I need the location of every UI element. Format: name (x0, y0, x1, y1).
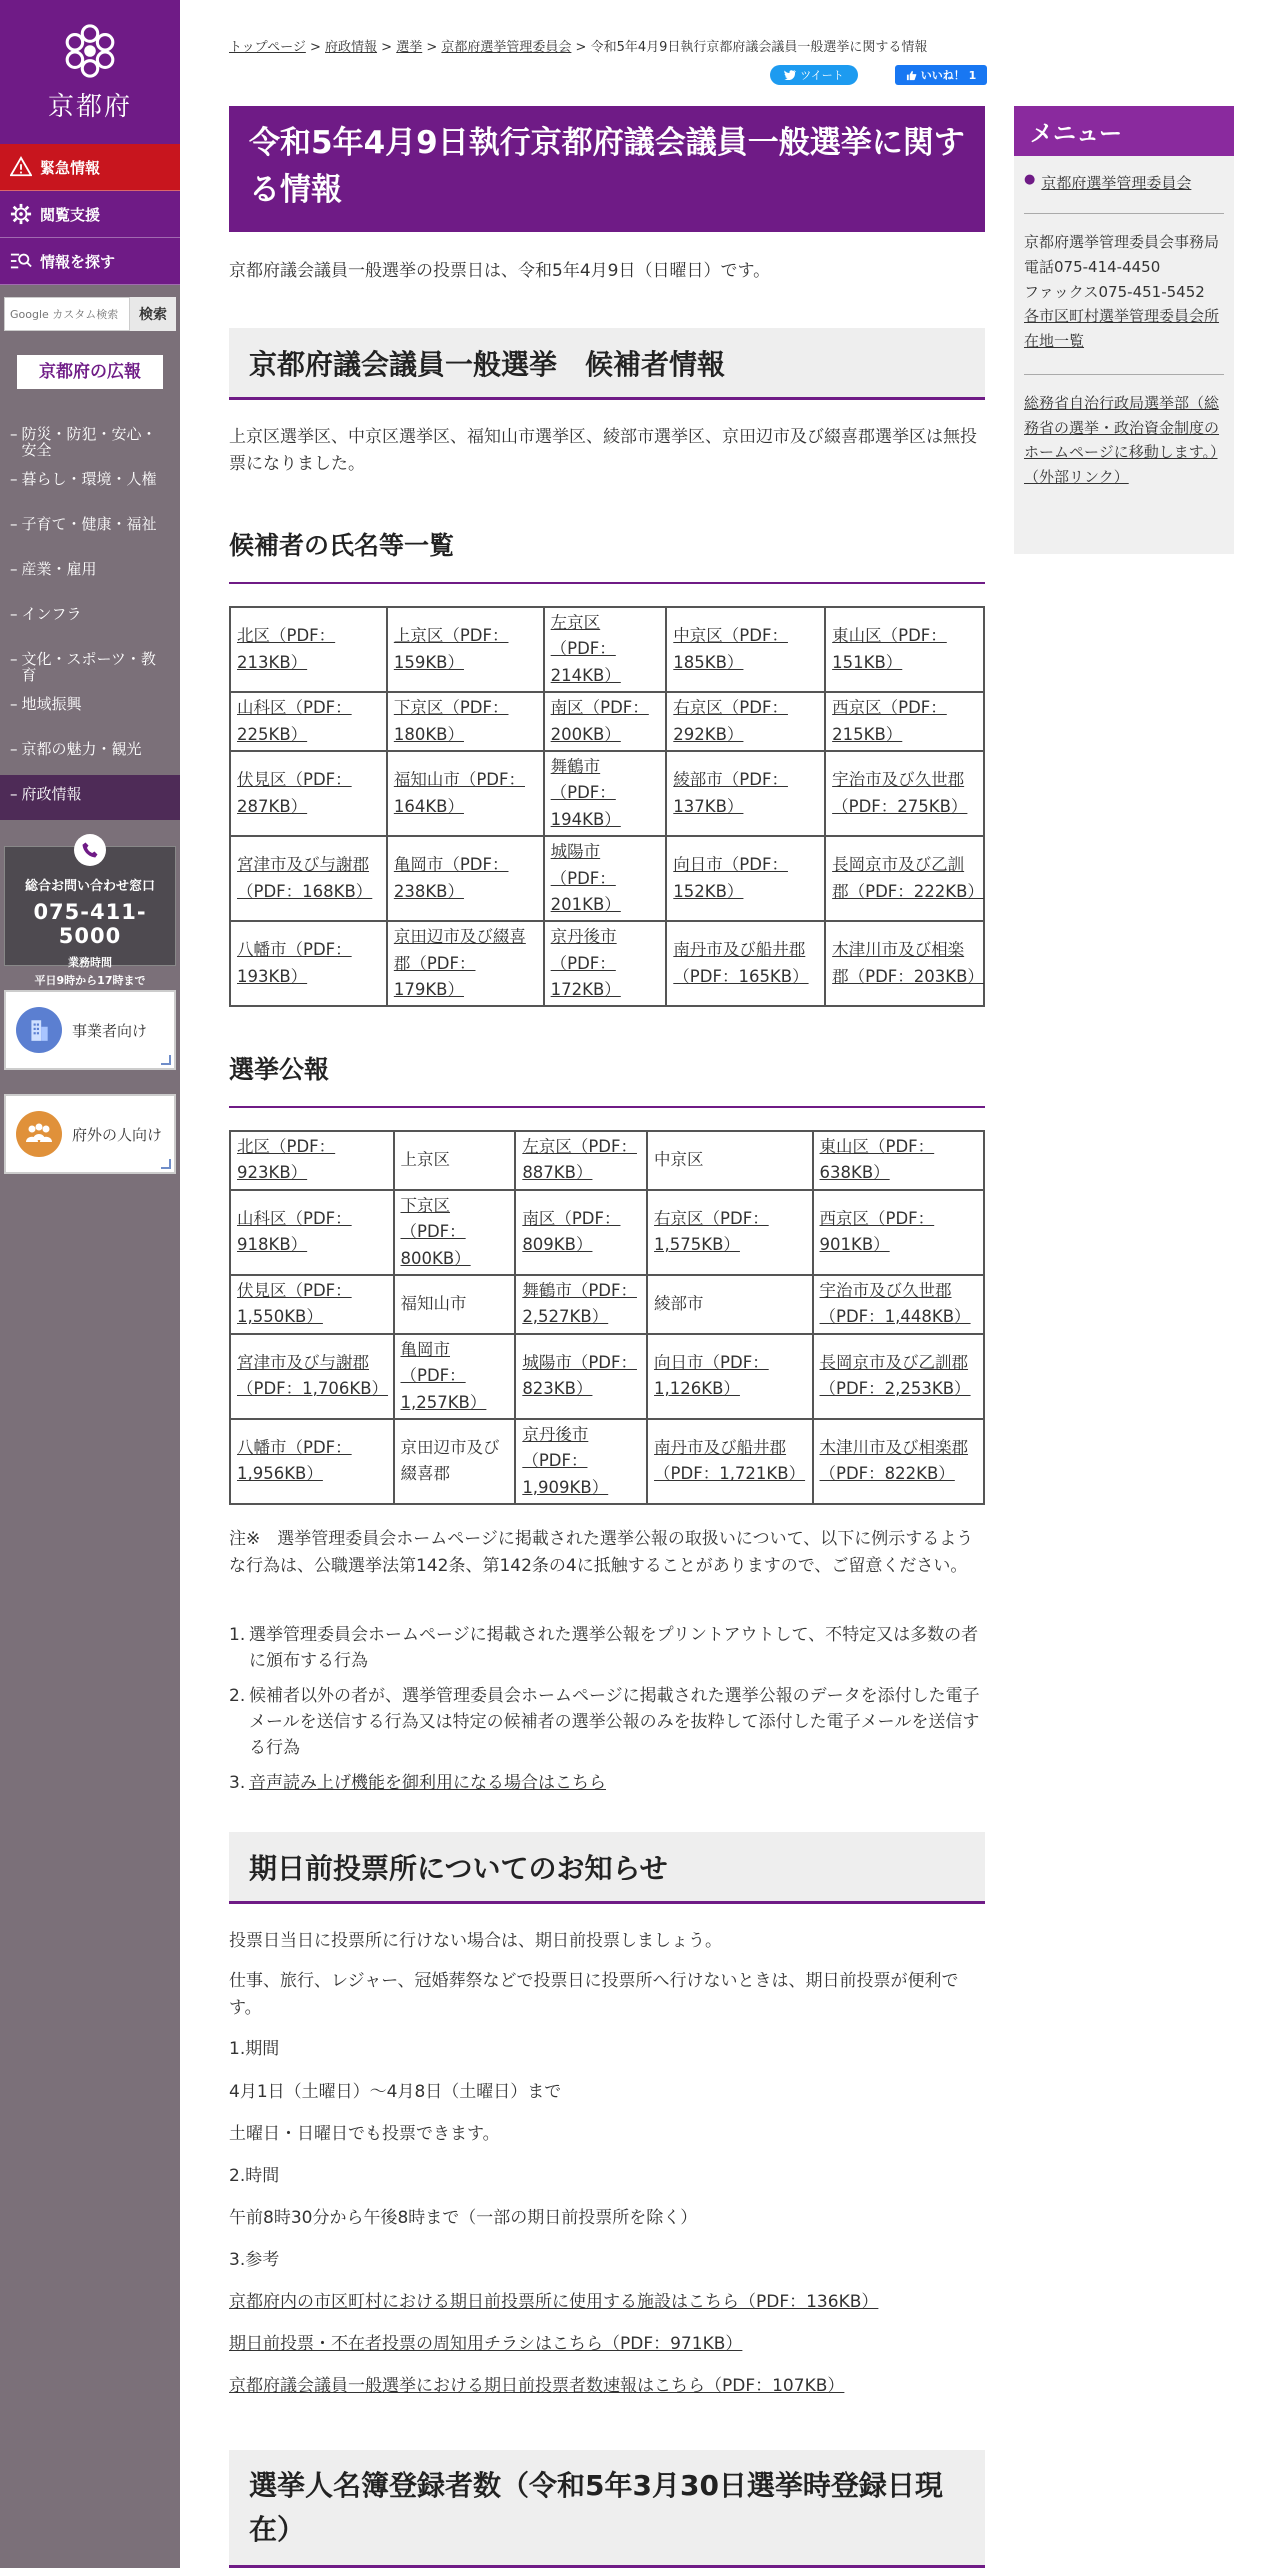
candidate-pdf-link[interactable]: 南区（PDF：200KB） (550, 698, 649, 744)
early-p1: 投票日当日に投票所に行けない場合は、期日前投票しましょう。 (229, 1931, 722, 1951)
nav-item-label: 地域振興 (21, 695, 82, 713)
bulletin-no-vote-cell: 上京区 (400, 1150, 450, 1170)
bulletin-table (229, 1130, 985, 1505)
bulletin-pdf-link[interactable]: 八幡市（PDF：1,956KB） (237, 1438, 352, 1484)
office-tel: 電話075-414-4450 (1024, 257, 1161, 276)
gear-icon (10, 203, 32, 225)
facebook-like-button[interactable] (895, 65, 987, 85)
share-buttons (770, 65, 1000, 85)
search-button[interactable]: 検索 (130, 297, 176, 331)
warning-icon (10, 156, 32, 178)
bulletin-pdf-link[interactable]: 南区（PDF：809KB） (522, 1208, 621, 1255)
note-text: 候補者以外の者が、選挙管理委員会ホームページに掲載された選挙公報のデータを添付した電子メールを送信する行為又は特定の候補者の選挙公報のみを抜粋して添付した電子メールを送信する行為 (249, 1685, 980, 1759)
bulletin-pdf-link[interactable]: 左京区（PDF：887KB） (522, 1137, 637, 1183)
phone-icon (74, 834, 106, 866)
contact-title: 総合お問い合わせ窓口 (24, 879, 155, 894)
list-item: 1. 選挙管理委員会ホームページに掲載された選挙公報をプリントアウトして、不特定又は多数の者に頒布する行為 (229, 1622, 985, 1675)
note-text: 選挙管理委員会ホームページに掲載された選挙公報をプリントアウトして、不特定又は多数の者に頒布する行為 (249, 1625, 979, 1672)
bulletin-pdf-link[interactable]: 長岡京市及び乙訓郡（PDF：2,253KB） (819, 1352, 971, 1399)
nav-item-label: 暮らし・環境・人権 (21, 470, 157, 488)
candidate-pdf-link[interactable]: 長岡京市及び乙訓郡（PDF：222KB） (832, 855, 984, 901)
table-row (230, 692, 984, 751)
bulletin-pdf-link[interactable]: 東山区（PDF：638KB） (819, 1137, 935, 1183)
bulletin-pdf-link[interactable]: 宮津市及び与謝郡（PDF：1,706KB） (237, 1352, 389, 1399)
left-sidebar (0, 0, 180, 2568)
candidate-pdf-link[interactable]: 城陽市（PDF：201KB） (550, 842, 621, 914)
nav-item-label: 防災・防犯・安心・安全 (21, 425, 157, 459)
candidate-list-heading: 候補者の氏名等一覧 (229, 526, 985, 584)
screen-reader-link[interactable]: 音声読み上げ機能を御利用になる場合はこちら (249, 1772, 606, 1793)
candidate-pdf-link[interactable]: 北区（PDF：213KB） (237, 626, 336, 672)
bulletin-no-vote-cell: 中京区 (654, 1150, 704, 1170)
bird-icon (784, 70, 796, 80)
table-row (230, 751, 984, 836)
candidate-table (229, 606, 985, 1007)
bulletin-no-vote-cell: 福知山市 (400, 1294, 467, 1314)
tweet-button[interactable] (770, 65, 858, 85)
candidate-pdf-link[interactable]: 京丹後市（PDF：172KB） (550, 927, 621, 1000)
page-title: 令和5年4月9日執行京都府議会議員一般選挙に関する情報 (229, 106, 985, 232)
candidate-pdf-link[interactable]: 中京区（PDF：185KB） (673, 626, 788, 672)
kyoto-emblem-icon (61, 22, 119, 80)
municipal-committees-link[interactable]: 各市区町村選挙管理委員会所在地一覧 (1024, 307, 1220, 350)
candidate-pdf-link[interactable]: 八幡市（PDF：193KB） (237, 940, 352, 986)
candidate-pdf-link[interactable]: 東山区（PDF：151KB） (832, 626, 947, 672)
nav-item[interactable]: – 防災・防犯・安心・安全 (0, 415, 180, 460)
facilities-pdf-link[interactable]: 京都府内の市区町村における期日前投票所に使用する施設はこちら（PDF：136KB） (229, 2292, 879, 2312)
period-label: 1.期間 (229, 2039, 280, 2059)
bulletin-pdf-link[interactable]: 北区（PDF：923KB） (237, 1137, 336, 1183)
site-logo[interactable] (0, 0, 180, 144)
nav-item-label: インフラ (21, 605, 82, 623)
candidate-pdf-link[interactable]: 木津川市及び相楽郡（PDF：203KB） (832, 940, 984, 986)
table-row (230, 1190, 984, 1275)
nav-item[interactable]: – 府政情報 (0, 775, 180, 820)
election-committee-link[interactable]: 京都府選挙管理委員会 (1041, 174, 1192, 192)
weekend-text: 土曜日・日曜日でも投票できます。 (229, 2124, 500, 2144)
outside-label: 府外の人向け (72, 1125, 163, 1144)
breadcrumb-link[interactable]: 選挙 (396, 40, 423, 55)
bulletin-pdf-link[interactable]: 下京区（PDF：800KB） (400, 1195, 471, 1268)
early-voting-heading: 期日前投票所についてのお知らせ (229, 1832, 985, 1904)
bulletin-pdf-link[interactable]: 伏見区（PDF：1,550KB） (237, 1280, 352, 1327)
office-info (1014, 214, 1234, 354)
outside-link[interactable] (4, 1094, 176, 1174)
emergency-info-button[interactable] (0, 144, 180, 191)
contact-box[interactable] (4, 846, 176, 987)
business-label: 事業者向け (72, 1021, 148, 1040)
nav-item[interactable]: – 文化・スポーツ・教育 (0, 640, 180, 685)
site-name: 京都府 (47, 91, 132, 122)
table-row (230, 607, 984, 692)
candidate-pdf-link[interactable]: 福知山市（PDF：164KB） (393, 770, 525, 816)
candidate-pdf-link[interactable]: 亀岡市（PDF：238KB） (393, 855, 509, 901)
registry-heading: 選挙人名簿登録者数（令和5年3月30日選挙時登録日現在） (229, 2450, 985, 2568)
building-icon (16, 1007, 62, 1053)
nav-item[interactable]: – 暮らし・環境・人権 (10, 470, 157, 488)
nav-item[interactable]: – 地域振興 (10, 695, 82, 713)
bulletin-no-vote-cell: 綾部市 (654, 1294, 704, 1314)
bulletin-pdf-link[interactable]: 右京区（PDF：1,575KB） (654, 1208, 769, 1255)
nav-item[interactable]: – 子育て・健康・福祉 (10, 515, 157, 533)
bulletin-pdf-link[interactable]: 西京区（PDF：901KB） (819, 1208, 935, 1255)
table-row (230, 836, 984, 921)
contact-hours: 平日9時から17時まで (34, 974, 146, 987)
list-item: 3. 音声読み上げ機能を御利用になる場合はこちら (229, 1770, 985, 1796)
find-info-label: 情報を探す (40, 252, 116, 271)
bulletin-pdf-link[interactable]: 亀岡市（PDF：1,257KB） (400, 1339, 487, 1412)
contact-phone: 075-411-5000 (33, 900, 147, 948)
intro-text: 京都府議会議員一般選挙の投票日は、令和5年4月9日（日曜日）です。 (229, 261, 771, 281)
menu-search-icon (10, 250, 32, 272)
candidate-pdf-link[interactable]: 舞鶴市（PDF：194KB） (550, 756, 621, 829)
office-name: 京都府選挙管理委員会事務局 (1024, 233, 1220, 251)
candidate-pdf-link[interactable]: 綾部市（PDF：137KB） (673, 770, 788, 816)
table-row (230, 1131, 984, 1190)
emergency-label: 緊急情報 (40, 158, 101, 177)
table-row (230, 1334, 984, 1419)
ref-label: 3.参考 (229, 2250, 280, 2270)
candidates-heading: 京都府議会議員一般選挙 候補者情報 (229, 328, 985, 400)
search-input[interactable] (4, 297, 130, 331)
bulletin-pdf-link[interactable]: 舞鶴市（PDF：2,527KB） (522, 1280, 637, 1327)
bulletin-pdf-link[interactable]: 向日市（PDF：1,126KB） (654, 1352, 769, 1399)
candidate-pdf-link[interactable]: 向日市（PDF：152KB） (673, 855, 788, 901)
nav-item-label: 文化・スポーツ・教育 (21, 650, 156, 684)
bulletin-pdf-link[interactable]: 山科区（PDF：918KB） (237, 1208, 352, 1255)
nav-item-label: 産業・雇用 (21, 560, 97, 578)
mic-external-link[interactable]: 総務省自治行政局選挙部（総務省の選挙・政治資金制度のホームページに移動します。）（外部リンク） (1024, 393, 1220, 486)
bulletin-pdf-link[interactable]: 京丹後市（PDF：1,909KB） (522, 1424, 609, 1497)
candidate-pdf-link[interactable]: 山科区（PDF：225KB） (237, 698, 352, 744)
no-vote-text: 上京区選挙区、中京区選挙区、福知山市選挙区、綾部市選挙区、京田辺市及び綴喜郡選挙区は無投票になりました。 (229, 427, 977, 475)
breadcrumb-current: 令和5年4月9日執行京都府議会議員一般選挙に関する情報 (590, 40, 928, 55)
category-nav (0, 415, 180, 820)
business-link[interactable] (4, 990, 176, 1070)
table-row (230, 1419, 984, 1504)
people-icon (16, 1111, 62, 1157)
site-search (4, 297, 176, 331)
bulletin-notes-list (229, 1622, 985, 1804)
candidate-pdf-link[interactable]: 西京区（PDF：215KB） (832, 698, 947, 744)
candidate-pdf-link[interactable]: 上京区（PDF：159KB） (393, 626, 509, 672)
nav-item[interactable]: – 京都の魅力・観光 (10, 740, 142, 758)
bulletin-pdf-link[interactable]: 南丹市及び船井郡（PDF：1,721KB） (654, 1438, 806, 1484)
time-text: 午前8時30分から午後8時まで（一部の期日前投票所を除く） (229, 2208, 698, 2228)
breadcrumb-link[interactable]: 府政情報 (325, 40, 378, 55)
candidate-pdf-link[interactable]: 南丹市及び船井郡（PDF：165KB） (673, 940, 809, 986)
nav-item-label: 子育て・健康・福祉 (21, 515, 157, 533)
candidate-pdf-link[interactable]: 右京区（PDF：292KB） (673, 698, 788, 744)
bullet-icon: ● (1024, 172, 1036, 187)
early-count-pdf-link[interactable]: 京都府議会議員一般選挙における期日前投票者数速報はこちら（PDF：107KB） (229, 2376, 845, 2396)
period-text: 4月1日（土曜日）～4月8日（土曜日）まで (229, 2082, 562, 2102)
bulletin-pdf-link[interactable]: 城陽市（PDF：823KB） (522, 1352, 637, 1399)
candidate-pdf-link[interactable]: 宮津市及び与謝郡（PDF：168KB） (237, 855, 373, 901)
candidate-pdf-link[interactable]: 左京区（PDF：214KB） (550, 613, 621, 685)
like-label: いいね！ 1 (920, 69, 977, 82)
right-menu (1014, 106, 1234, 554)
menu-title: メニュー (1014, 106, 1234, 156)
accessibility-label: 閲覧支援 (40, 205, 101, 224)
candidate-pdf-link[interactable]: 下京区（PDF：180KB） (393, 698, 509, 744)
candidate-pdf-link[interactable]: 伏見区（PDF：287KB） (237, 770, 352, 816)
tweet-label: ツイート (800, 69, 844, 82)
find-info-button[interactable] (0, 238, 180, 285)
flyer-pdf-link[interactable]: 期日前投票・不在者投票の周知用チラシはこちら（PDF：971KB） (229, 2334, 743, 2354)
accessibility-button[interactable] (0, 191, 180, 238)
breadcrumb: トップページ > 府政情報 > 選挙 > 京都府選挙管理委員会 > 令和5年4月9日執行京都府議会議員一般選挙に関する情報 (229, 40, 928, 55)
early-p2: 仕事、旅行、レジャー、冠婚葬祭などで投票日に投票所へ行けないときは、期日前投票が便利です。 (229, 1971, 959, 2019)
bulletin-heading: 選挙公報 (229, 1050, 985, 1108)
nav-item-label: 京都の魅力・観光 (21, 740, 142, 758)
breadcrumb-link[interactable]: 京都府選挙管理委員会 (441, 40, 572, 55)
kyoto-pr-button[interactable]: 京都府の広報 (17, 355, 163, 389)
table-row (230, 1275, 984, 1334)
nav-item-label: 府政情報 (21, 785, 82, 803)
office-fax: ファックス075-451-5452 (1024, 282, 1205, 301)
candidate-pdf-link[interactable]: 京田辺市及び綴喜郡（PDF：179KB） (393, 927, 526, 1000)
time-label: 2.時間 (229, 2166, 280, 2186)
candidate-pdf-link[interactable]: 宇治市及び久世郡（PDF：275KB） (832, 770, 968, 816)
bulletin-no-vote-cell: 京田辺市及び綴喜郡 (400, 1438, 500, 1484)
bulletin-pdf-link[interactable]: 宇治市及び久世郡（PDF：1,448KB） (819, 1280, 971, 1327)
list-item: 2. 候補者以外の者が、選挙管理委員会ホームページに掲載された選挙公報のデータを添付した電子メールを送信する行為又は特定の候補者の選挙公報のみを抜粋して添付した電子メールを送信する行為 (229, 1683, 985, 1762)
table-row (230, 921, 984, 1006)
nav-item[interactable]: – 産業・雇用 (10, 560, 97, 578)
thumbs-up-icon (906, 70, 917, 81)
menu-item (1014, 156, 1234, 193)
contact-hours-label: 業務時間 (68, 956, 112, 969)
bulletin-pdf-link[interactable]: 木津川市及び相楽郡（PDF：822KB） (819, 1438, 969, 1484)
breadcrumb-link[interactable]: トップページ (229, 40, 306, 55)
bulletin-note: 注※ 選挙管理委員会ホームページに掲載された選挙公報の取扱いについて、以下に例示するような行為は、公職選挙法第142条、第142条の4に抵触することがありますので、ご留意ください。 (229, 1529, 974, 1577)
nav-item[interactable]: – インフラ (10, 605, 82, 623)
